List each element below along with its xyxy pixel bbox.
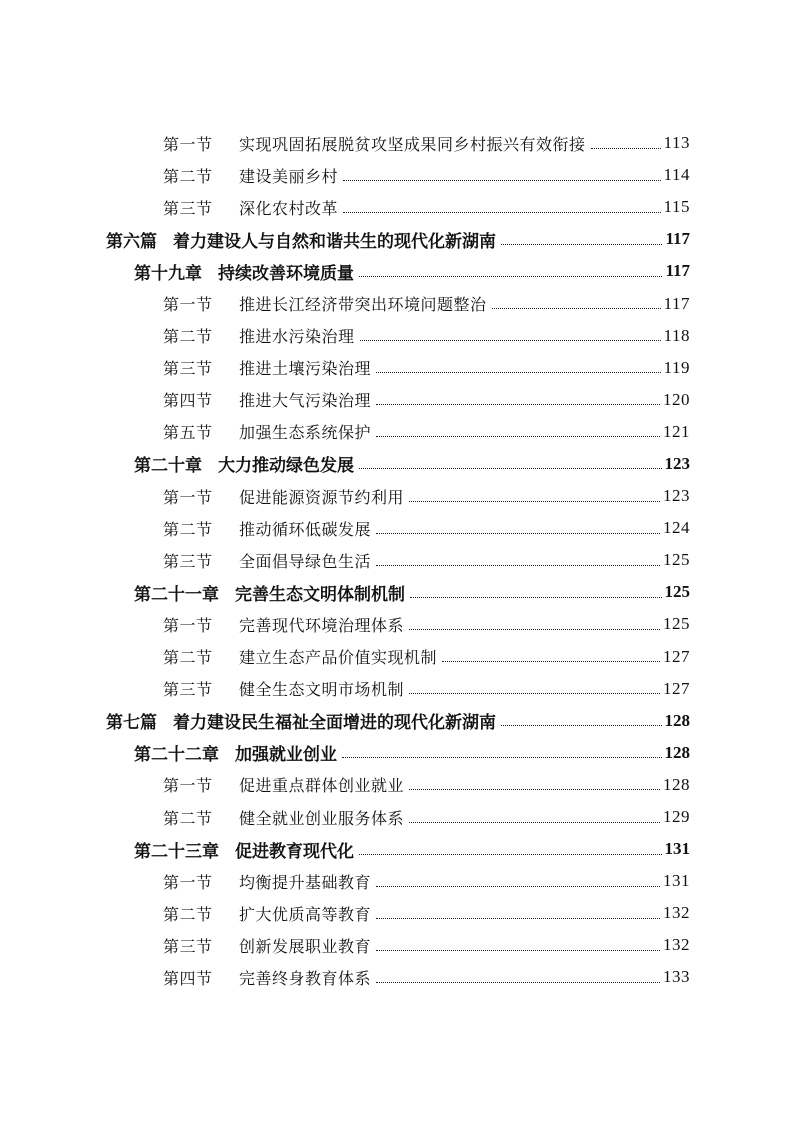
toc-dot-leader: [359, 276, 662, 277]
toc-entry-number: 第一节: [163, 776, 213, 796]
toc-entry-number: 第二十三章: [134, 841, 219, 862]
toc-page-number: 128: [664, 710, 690, 730]
toc-dot-leader: [343, 180, 661, 181]
toc-page-number: 133: [663, 967, 690, 987]
toc-entry-label: [134, 740, 337, 765]
toc-entry-label: [163, 806, 404, 829]
toc-entry-number: 第一节: [163, 615, 213, 635]
toc-entry-label: [163, 902, 371, 925]
toc-entry-number: 第一节: [163, 487, 213, 507]
toc-dot-leader: [376, 886, 660, 887]
toc-entry-sec[interactable]: [163, 801, 690, 833]
toc-entry-sec[interactable]: [163, 127, 690, 159]
toc-dot-leader: [492, 308, 661, 309]
toc-page-number: 123: [663, 486, 690, 506]
toc-page-number: 131: [664, 839, 690, 859]
toc-entry-part[interactable]: [106, 705, 690, 737]
toc-page-number: 114: [663, 165, 690, 185]
toc-dot-leader: [409, 789, 660, 790]
toc-page-number: 118: [663, 325, 690, 345]
toc-entry-number: 第二十章: [134, 456, 202, 477]
toc-dot-leader: [376, 982, 660, 983]
toc-entry-label: [163, 966, 371, 989]
toc-entry-title: 促进教育现代化: [235, 841, 354, 862]
toc-dot-leader: [409, 822, 660, 823]
toc-entry-title: 推进水污染治理: [239, 327, 355, 347]
toc-page-number: 125: [663, 614, 690, 634]
toc-page-number: 132: [663, 903, 690, 923]
toc-entry-label: [134, 580, 405, 605]
toc-page-number: 125: [664, 582, 690, 602]
toc-entry-title: 推进大气污染治理: [239, 391, 372, 411]
toc-entry-number: 第五节: [163, 423, 213, 443]
toc-page-number: 119: [663, 357, 690, 377]
toc-entry-number: 第三节: [163, 936, 213, 956]
toc-entry-title: 实现巩固拓展脱贫攻坚成果同乡村振兴有效衔接: [239, 134, 586, 154]
table-of-contents: [0, 127, 793, 994]
toc-entry-label: [134, 259, 354, 284]
toc-entry-title: 创新发展职业教育: [239, 936, 372, 956]
toc-entry-label: [106, 708, 496, 733]
toc-page-number: 127: [663, 678, 690, 698]
toc-entry-sec[interactable]: [163, 191, 690, 223]
toc-entry-title: 加强就业创业: [235, 745, 337, 766]
toc-entry-title: 均衡提升基础教育: [239, 872, 372, 892]
toc-entry-sec[interactable]: [163, 384, 690, 416]
toc-entry-number: 第七篇: [106, 713, 157, 734]
toc-dot-leader: [376, 372, 661, 373]
toc-dot-leader: [409, 629, 660, 630]
toc-entry-sec[interactable]: [163, 929, 690, 961]
toc-entry-label: [163, 549, 371, 572]
toc-entry-number: 第二节: [163, 808, 213, 828]
toc-dot-leader: [591, 148, 661, 149]
toc-page-number: 123: [664, 453, 690, 473]
toc-entry-title: 健全就业创业服务体系: [239, 808, 405, 828]
toc-entry-sec[interactable]: [163, 544, 690, 576]
toc-entry-label: [163, 517, 371, 540]
toc-page-number: 131: [663, 871, 690, 891]
toc-entry-sec[interactable]: [163, 352, 690, 384]
toc-dot-leader: [409, 693, 660, 694]
toc-entry-number: 第二节: [163, 519, 213, 539]
toc-dot-leader: [501, 725, 662, 726]
toc-entry-sec[interactable]: [163, 320, 690, 352]
toc-entry-number: 第十九章: [134, 263, 202, 284]
toc-entry-title: 推动循环低碳发展: [239, 519, 372, 539]
toc-entry-title: 建立生态产品价值实现机制: [239, 648, 438, 668]
toc-entry-title: 着力建设人与自然和谐共生的现代化新湖南: [173, 231, 496, 252]
toc-entry-label: [163, 773, 404, 796]
toc-entry-chap[interactable]: [134, 737, 690, 769]
toc-dot-leader: [501, 244, 662, 245]
toc-page-number: 120: [663, 389, 690, 409]
toc-entry-number: 第二节: [163, 904, 213, 924]
toc-entry-label: [163, 388, 371, 411]
toc-entry-label: [163, 645, 437, 668]
toc-entry-label: [134, 837, 354, 862]
toc-entry-title: 推进长江经济带突出环境问题整治: [239, 295, 487, 315]
toc-dot-leader: [376, 436, 660, 437]
toc-dot-leader: [376, 404, 660, 405]
toc-entry-label: [106, 227, 496, 252]
toc-entry-chap[interactable]: [134, 255, 690, 287]
toc-entry-label: [163, 613, 404, 636]
toc-dot-leader: [376, 950, 660, 951]
toc-entry-label: [163, 485, 404, 508]
toc-dot-leader: [410, 597, 662, 598]
toc-page-number: 124: [663, 518, 690, 538]
toc-dot-leader: [360, 340, 661, 341]
toc-entry-label: [163, 356, 371, 379]
toc-entry-number: 第一节: [163, 295, 213, 315]
toc-page-number: 113: [663, 133, 690, 153]
toc-entry-title: 完善生态文明体制机制: [235, 584, 405, 605]
toc-entry-title: 促进重点群体创业就业: [239, 776, 405, 796]
toc-entry-title: 完善终身教育体系: [239, 968, 372, 988]
toc-entry-chap[interactable]: [134, 833, 690, 865]
toc-entry-sec[interactable]: [163, 865, 690, 897]
toc-entry-title: 着力建设民生福祉全面增进的现代化新湖南: [173, 713, 496, 734]
toc-dot-leader: [342, 757, 662, 758]
toc-entry-number: 第六篇: [106, 231, 157, 252]
toc-entry-number: 第四节: [163, 391, 213, 411]
toc-entry-sec[interactable]: [163, 512, 690, 544]
toc-entry-number: 第二节: [163, 166, 213, 186]
toc-entry-title: 加强生态系统保护: [239, 423, 372, 443]
toc-entry-label: [163, 196, 338, 219]
toc-entry-number: 第三节: [163, 198, 213, 218]
toc-entry-sec[interactable]: [163, 480, 690, 512]
toc-entry-number: 第一节: [163, 134, 213, 154]
toc-page-number: 127: [663, 646, 690, 666]
toc-entry-part[interactable]: [106, 223, 690, 255]
toc-dot-leader: [376, 918, 660, 919]
toc-entry-sec[interactable]: [163, 673, 690, 705]
toc-page-number: 125: [663, 550, 690, 570]
toc-dot-leader: [343, 212, 661, 213]
toc-entry-title: 持续改善环境质量: [218, 263, 354, 284]
toc-entry-number: 第二节: [163, 327, 213, 347]
toc-entry-label: [163, 870, 371, 893]
toc-dot-leader: [359, 854, 662, 855]
toc-entry-sec[interactable]: [163, 961, 690, 993]
toc-entry-title: 建设美丽乡村: [239, 166, 339, 186]
toc-page-number: 121: [663, 421, 690, 441]
toc-page-number: 129: [663, 807, 690, 827]
toc-entry-label: [134, 451, 354, 476]
toc-page-number: 115: [663, 197, 690, 217]
toc-entry-sec[interactable]: [163, 641, 690, 673]
toc-entry-number: 第三节: [163, 680, 213, 700]
toc-entry-sec[interactable]: [163, 287, 690, 319]
toc-dot-leader: [376, 565, 660, 566]
toc-entry-title: 全面倡导绿色生活: [239, 551, 372, 571]
toc-dot-leader: [442, 661, 660, 662]
toc-page-number: 117: [663, 293, 690, 313]
toc-entry-number: 第二节: [163, 648, 213, 668]
toc-page-number: 132: [663, 935, 690, 955]
toc-entry-number: 第二十二章: [134, 745, 219, 766]
toc-entry-title: 推进土壤污染治理: [239, 359, 372, 379]
toc-entry-label: [163, 420, 371, 443]
toc-page-number: 117: [665, 229, 690, 249]
toc-entry-label: [163, 934, 371, 957]
toc-entry-label: [163, 132, 586, 155]
toc-entry-chap[interactable]: [134, 448, 690, 480]
toc-entry-title: 深化农村改革: [239, 198, 339, 218]
toc-entry-chap[interactable]: [134, 576, 690, 608]
toc-entry-label: [163, 164, 338, 187]
toc-dot-leader: [409, 501, 660, 502]
toc-page-number: 117: [665, 261, 690, 281]
toc-entry-title: 健全生态文明市场机制: [239, 680, 405, 700]
toc-entry-title: 扩大优质高等教育: [239, 904, 372, 924]
toc-entry-number: 第三节: [163, 551, 213, 571]
toc-entry-label: [163, 324, 355, 347]
toc-entry-sec[interactable]: [163, 897, 690, 929]
toc-entry-title: 大力推动绿色发展: [218, 456, 354, 477]
toc-dot-leader: [359, 468, 662, 469]
toc-entry-title: 完善现代环境治理体系: [239, 615, 405, 635]
toc-entry-sec[interactable]: [163, 416, 690, 448]
toc-entry-sec[interactable]: [163, 769, 690, 801]
toc-page-number: 128: [664, 742, 690, 762]
toc-entry-title: 促进能源资源节约利用: [239, 487, 405, 507]
toc-entry-number: 第四节: [163, 968, 213, 988]
toc-entry-label: [163, 677, 404, 700]
toc-dot-leader: [376, 533, 660, 534]
toc-entry-sec[interactable]: [163, 608, 690, 640]
toc-entry-number: 第三节: [163, 359, 213, 379]
toc-entry-number: 第一节: [163, 872, 213, 892]
toc-entry-number: 第二十一章: [134, 584, 219, 605]
toc-entry-sec[interactable]: [163, 159, 690, 191]
toc-entry-label: [163, 292, 487, 315]
toc-page-number: 128: [663, 774, 690, 794]
